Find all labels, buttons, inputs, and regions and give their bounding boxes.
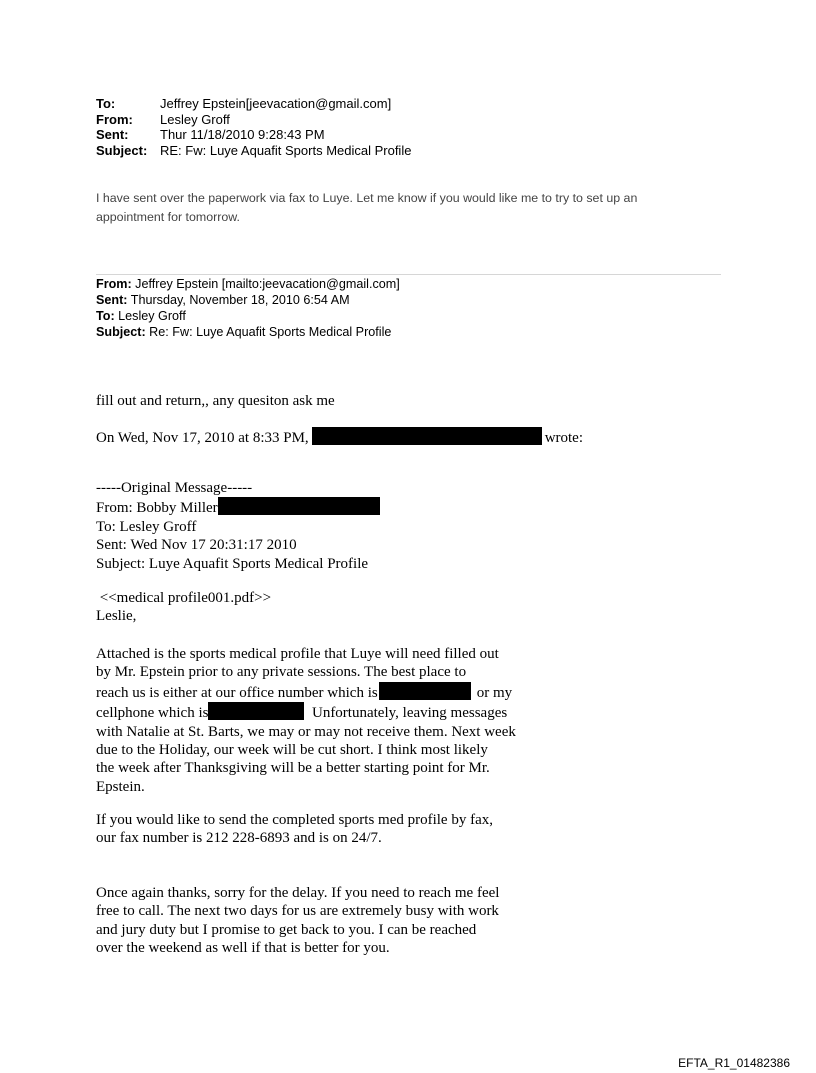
fwd-sent-row	[96, 292, 400, 308]
fwd-to-value: Lesley Groff	[114, 309, 186, 323]
para1-line-2: by Mr. Epstein prior to any private sessions. The best place to	[96, 664, 467, 681]
header-to-value: Jeffrey Epstein[jeevacation@gmail.com]	[160, 96, 392, 111]
email-header	[96, 96, 411, 158]
fwd-subject-row	[96, 324, 400, 340]
para1-line-5: with Natalie at St. Barts, we may or may not receive them. Next week	[96, 723, 516, 740]
para1-line-4	[96, 702, 516, 722]
attachment-line: <<medical profile001.pdf>>	[96, 590, 272, 606]
header-from-row	[96, 112, 411, 128]
original-to: To: Lesley Groff	[96, 518, 197, 535]
fwd-subject-value: Re: Fw: Luye Aquafit Sports Medical Profile	[145, 325, 392, 339]
original-sent: Sent: Wed Nov 17 20:31:17 2010	[96, 537, 297, 554]
fwd-sent-value: Thursday, November 18, 2010 6:54 AM	[127, 293, 350, 307]
para2-line-1: If you would like to send the completed sports med profile by fax,	[96, 812, 493, 828]
redaction-box	[208, 702, 304, 720]
para1-line-3a: reach us is either at our office number which is	[96, 684, 378, 701]
fwd-subject-label: Subject:	[96, 325, 146, 339]
header-sent-value: Thur 11/18/2010 9:28:43 PM	[160, 127, 325, 142]
paragraph-1	[96, 645, 516, 796]
para1-line-3b: or my	[476, 684, 513, 701]
forwarded-header	[96, 276, 400, 340]
para1-line-1: Attached is the sports medical profile that Luye will need filled out	[96, 646, 499, 662]
para3-line-3: and jury duty but I promise to get back to you. I can be reached	[96, 921, 477, 938]
wrote-suffix: wrote:	[544, 430, 584, 446]
greeting: Leslie,	[96, 608, 137, 624]
header-sent-label: Sent:	[96, 127, 129, 142]
para1-line-8: Epstein.	[96, 778, 145, 795]
document-id: EFTA_R1_01482386	[678, 1056, 790, 1070]
fwd-to-row	[96, 308, 400, 324]
header-to-label: To:	[96, 96, 116, 111]
para1-line-6: due to the Holiday, our week will be cut short. I think most likely	[96, 742, 488, 759]
paragraph-3	[96, 884, 499, 958]
redaction-box	[379, 682, 471, 700]
header-sent-row	[96, 127, 411, 143]
header-subject-value: RE: Fw: Luye Aquafit Sports Medical Profile	[160, 142, 412, 158]
para1-line-4b: Unfortunately, leaving messages	[304, 705, 508, 722]
original-from-row	[96, 497, 380, 517]
divider-line	[96, 274, 721, 275]
para1-line-3	[96, 682, 516, 702]
wrote-prefix: On Wed, Nov 17, 2010 at 8:33 PM,	[96, 430, 309, 446]
fwd-sent-label: Sent:	[96, 293, 128, 307]
header-to-row	[96, 96, 411, 112]
para1-line-4a: cellphone which is	[96, 705, 209, 722]
reply-body	[96, 189, 716, 227]
original-message-header	[96, 479, 380, 573]
fwd-from-row	[96, 276, 400, 292]
paragraph-2	[96, 811, 493, 848]
redaction-box	[312, 427, 542, 445]
fwd-to-label: To:	[96, 309, 115, 323]
header-subject-label: Subject:	[96, 142, 148, 158]
header-subject-row	[96, 143, 411, 159]
wrote-line	[96, 427, 583, 447]
header-from-value: Lesley Groff	[160, 111, 230, 127]
epstein-message: fill out and return,, any quesiton ask me	[96, 393, 335, 409]
redaction-box	[218, 497, 380, 515]
original-subject: Subject: Luye Aquafit Sports Medical Profile	[96, 555, 369, 572]
fwd-from-value: Jeffrey Epstein [mailto:jeevacation@gmail.com]	[131, 277, 400, 291]
reply-line-2: appointment for tomorrow.	[96, 210, 240, 224]
para3-line-1: Once again thanks, sorry for the delay. If you need to reach me feel	[96, 885, 500, 901]
para1-line-7: the week after Thanksgiving will be a better starting point for Mr.	[96, 760, 490, 777]
para3-line-2: free to call. The next two days for us are extremely busy with work	[96, 903, 499, 920]
para2-line-2: our fax number is 212 228-6893 and is on 24/7.	[96, 830, 382, 847]
header-from-label: From:	[96, 111, 133, 127]
reply-line-1: I have sent over the paperwork via fax to Luye. Let me know if you would like me to try to set up an	[96, 191, 638, 205]
original-from: From: Bobby Miller	[96, 500, 218, 517]
fwd-from-label: From:	[96, 277, 132, 291]
para3-line-4: over the weekend as well if that is better for you.	[96, 940, 390, 957]
original-divider: -----Original Message-----	[96, 480, 253, 496]
